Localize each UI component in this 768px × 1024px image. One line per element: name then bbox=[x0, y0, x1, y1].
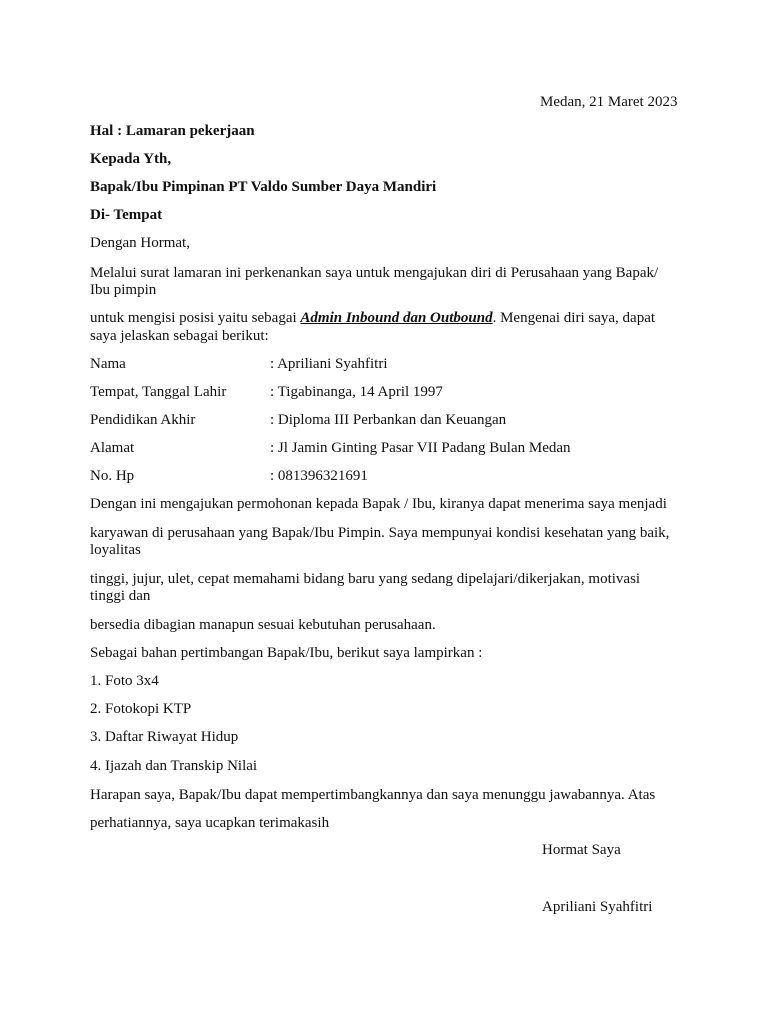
recipient-name: Bapak/Ibu Pimpinan PT Valdo Sumber Daya Mandiri bbox=[90, 179, 437, 195]
body-paragraph-2-line-2: loyalitas bbox=[90, 542, 141, 558]
attachment-item: 1. Foto 3x4 bbox=[90, 673, 159, 689]
intro-line-2: Ibu pimpin bbox=[90, 282, 157, 298]
detail-label: Tempat, Tanggal Lahir bbox=[90, 384, 227, 400]
body-paragraph-3-line-1: tinggi, jujur, ulet, cepat memahami bidang baru yang sedang dipelajari/dikerjakan, motivasi bbox=[90, 571, 641, 587]
signoff: Hormat Saya bbox=[542, 842, 621, 858]
detail-label: Nama bbox=[90, 356, 126, 372]
greeting: Dengan Hormat, bbox=[90, 235, 190, 251]
attachment-item: 4. Ijazah dan Transkip Nilai bbox=[90, 758, 258, 774]
detail-value: : Apriliani Syahfitri bbox=[270, 356, 388, 372]
recipient-salutation: Kepada Yth, bbox=[90, 151, 172, 167]
body-paragraph-2-line-1: karyawan di perusahaan yang Bapak/Ibu Pimpin. Saya mempunyai kondisi kesehatan yang baik, bbox=[90, 525, 670, 541]
letter-subject: Hal : Lamaran pekerjaan bbox=[90, 123, 255, 139]
intro-line-1: Melalui surat lamaran ini perkenankan saya untuk mengajukan diri di Perusahaan yang Bapak/ bbox=[90, 265, 659, 281]
body-paragraph-3-line-2: tinggi dan bbox=[90, 588, 151, 604]
detail-label: Alamat bbox=[90, 440, 135, 456]
position-text-after: . Mengenai diri saya, dapat bbox=[492, 310, 656, 326]
position-name: Admin Inbound dan Outbound bbox=[300, 310, 493, 326]
attachment-item: 2. Fotokopi KTP bbox=[90, 701, 192, 717]
detail-label: No. Hp bbox=[90, 468, 135, 484]
position-text-before: untuk mengisi posisi yaitu sebagai bbox=[90, 310, 301, 326]
detail-value: : Tigabinanga, 14 April 1997 bbox=[270, 384, 443, 400]
attachments-intro: Sebagai bahan pertimbangan Bapak/Ibu, berikut saya lampirkan : bbox=[90, 645, 483, 661]
closing-line-2: perhatiannya, saya ucapkan terimakasih bbox=[90, 815, 330, 831]
position-line-2: saya jelaskan sebagai berikut: bbox=[90, 328, 269, 344]
detail-value: : Jl Jamin Ginting Pasar VII Padang Bulan Medan bbox=[270, 440, 571, 456]
attachment-item: 3. Daftar Riwayat Hidup bbox=[90, 729, 239, 745]
recipient-place: Di- Tempat bbox=[90, 207, 163, 223]
closing-line-1: Harapan saya, Bapak/Ibu dapat mempertimbangkannya dan saya menunggu jawabannya. Atas bbox=[90, 787, 656, 803]
detail-label: Pendidikan Akhir bbox=[90, 412, 196, 428]
detail-value: : Diploma III Perbankan dan Keuangan bbox=[270, 412, 507, 428]
position-sentence bbox=[90, 309, 680, 327]
detail-value: : 081396321691 bbox=[270, 468, 368, 484]
letter-date: Medan, 21 Maret 2023 bbox=[540, 94, 678, 110]
signature-name: Apriliani Syahfitri bbox=[542, 899, 653, 915]
body-paragraph-1: Dengan ini mengajukan permohonan kepada Bapak / Ibu, kiranya dapat menerima saya menjadi bbox=[90, 496, 667, 512]
body-paragraph-4: bersedia dibagian manapun sesuai kebutuhan perusahaan. bbox=[90, 617, 436, 633]
